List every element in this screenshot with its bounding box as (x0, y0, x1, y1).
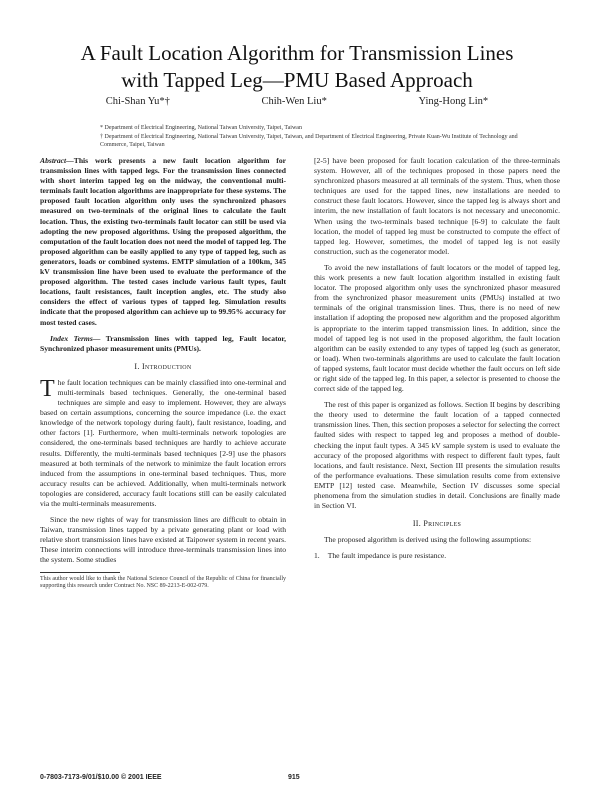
list-item (314, 551, 560, 561)
page-number: 915 (288, 774, 300, 781)
footnote: This author would like to thank the National Science Council of the Republic of China for financially supporting this research under Contract No. NSC 89-2213-E-002-079. (40, 575, 286, 590)
abstract-text: —This work presents a new fault location algorithm for transmission lines with tapped legs. For the transmission lines connected with short interim tapped leg on the midway, the conventional multi-terminals fault location algorithms are inappropriate for these systems. The proposed fault location algorithm only uses the synchronized phasors measured on two-terminals of the original lines to calculate the fault location. Thus, the existing two-terminals fault locator can still be used via adopting the new proposed algorithms. Using the proposed algorithm, the computation of the fault location does not need the model of tapped leg. The proposed algorithm can be easily applied to any type of tapped leg, such as generators, loads or combined systems. EMTP simulation of a 100km, 345 kV transmission line have been used to evaluate the performance of the proposed algorithm. The tested cases include various fault types, fault locations, fault resistances, fault inception angles, etc. The study also considers the effect of various types of tapped leg. Simulation results indicate that the proposed algorithm can achieve up to 99.95% accuracy for most tested cases. (40, 156, 286, 327)
right-paragraph-4: The proposed algorithm is derived using the following assumptions: (324, 535, 532, 545)
intro-paragraph-1 (40, 375, 286, 509)
index-terms (40, 334, 286, 354)
footnote-divider (40, 572, 120, 573)
affiliation-1: * Department of Electrical Engineering, National Taiwan University, Taipei, Taiwan (100, 125, 302, 131)
author-1: Chi-Shan Yu*† (105, 96, 170, 107)
list-item-text: The fault impedance is pure resistance. (327, 551, 447, 561)
affiliation-2: † Department of Electrical Engineering, National Taiwan University, Taipei, Taiwan, and Department of Electrical Engineering, Private Kuan-Wu Institute of Technology and Commerce, Taipei, Taiwan (100, 134, 518, 148)
right-column (314, 156, 560, 561)
right-paragraph-1: [2-5] have been proposed for fault location calculation of the three-terminals system. However, all of the techniques proposed in those papers need the synchronized phasors measured at all terminals of the system. Thus, when those techniques are used for the tapped lines, new installations are needed to construct these fault locators. However, since the tapped leg is always short and interim, the new installation of fault locators is not necessary and uneconomic. When using the two-terminals based technique [6-9] to calculate the fault location, the model of tapped leg must be constructed to compute the effect of tapped leg. However, sometimes, the model of tapped leg is not easily construction, such as the cogenerator model. (314, 156, 560, 256)
drop-cap: T (40, 375, 55, 402)
index-terms-text: — Transmission lines with tapped leg, Fault locator, Synchronized phasor measurement units (PMUs). (40, 333, 286, 353)
section-heading-principles: II. Principles (412, 519, 462, 529)
footer-isbn: 0-7803-7173-9/01/$10.00 © 2001 IEEE (40, 774, 162, 781)
author-list (60, 96, 534, 107)
left-column (40, 156, 286, 591)
abstract-lead: Abstract (40, 156, 67, 165)
intro-paragraph-2: Since the new rights of way for transmission lines are difficult to obtain in Taiwan, transmission lines tapped by a private generating plant or load with relative short transmission lines have existed at Taipower system in recent years. These interim connections will introduce three-terminals transmission lines into the system. Some studies (40, 515, 286, 565)
title-line-1: A Fault Location Algorithm for Transmission Lines (80, 41, 514, 65)
author-2: Chih-Wen Liu* (261, 96, 327, 107)
title-line-2: with Tapped Leg—PMU Based Approach (121, 68, 473, 92)
affiliations (100, 124, 520, 150)
index-terms-lead: Index Terms (50, 333, 93, 343)
intro-paragraph-1-text: he fault location techniques can be mainly classified into one-terminal and multi-terminals based techniques. Generally, the one-terminal based techniques are simple and easy to implement. However, they are always based on certain assumptions, concerning the source impedance (i.e. the exact knowledge of the network topology during fault), fault resistance, loading, and other factors [1]. Furthermore, when multi-terminals network topologies are considered, the one-terminals based techniques are hardly to achieve accurate results. Differently, the multi-terminals based techniques [2-9] use the phasors measured at both terminals of the network to minimize the fault location errors induced from the assumptions in one-terminal based techniques. Thus, more accuracy results can be achieved. Additionally, when multi-terminals network topologies are considered, accuracy fault locations still can be easily calculated via the multi-terminals measurements. (40, 377, 286, 508)
list-item-number: 1. (314, 551, 320, 561)
author-3: Ying-Hong Lin* (418, 96, 489, 107)
right-paragraph-3: The rest of this paper is organized as follows. Section II begins by describing the theory used to determine the fault location of a tapped connected transmission lines. Then, this section proposes a selector for selecting the correct faulted sides with respect to tapped leg and proposes a method of double-checking the input fault types. A 345 kV sample system is used to evaluate the accuracy of the proposed algorithms with respect to different fault types, fault locations, and fault resistance. Next, Section III presents the simulation results of the performance evaluations. These simulation results come from extensive EMTP [12] tested case. Meanwhile, Section IV discusses some special phenomena from the simulation studies in detail. Conclusions are finally made in Section VI. (314, 400, 560, 511)
paper-title (40, 40, 554, 94)
abstract (40, 156, 286, 328)
section-heading-introduction: I. Introduction (134, 361, 192, 371)
right-paragraph-2: To avoid the new installations of fault locators or the model of tapped leg, this work presents a new fault location algorithm installed in existing fault locator. The proposed algorithm only uses the synchronized phasor measured from the synchronized phasor measurement units (PMUs) installed at two terminals of the original transmission lines. Thus, there is no need of new installation if adopting the proposed new algorithm and the proposed algorithm is appropriate to the interim tapped transmission lines. In addition, since the model of tapped leg is not used in the proposed algorithm, the fault location algorithm can be easily extended to any types of tapped leg (such as generator, or load). When two-terminals algorithms are used to calculate the fault location of tapped systems, fault locator must decide whether the fault occurs on left side or right side of the tapped leg. In this paper, a selector is presented to choose the correct side of the tapped leg. (314, 262, 560, 394)
